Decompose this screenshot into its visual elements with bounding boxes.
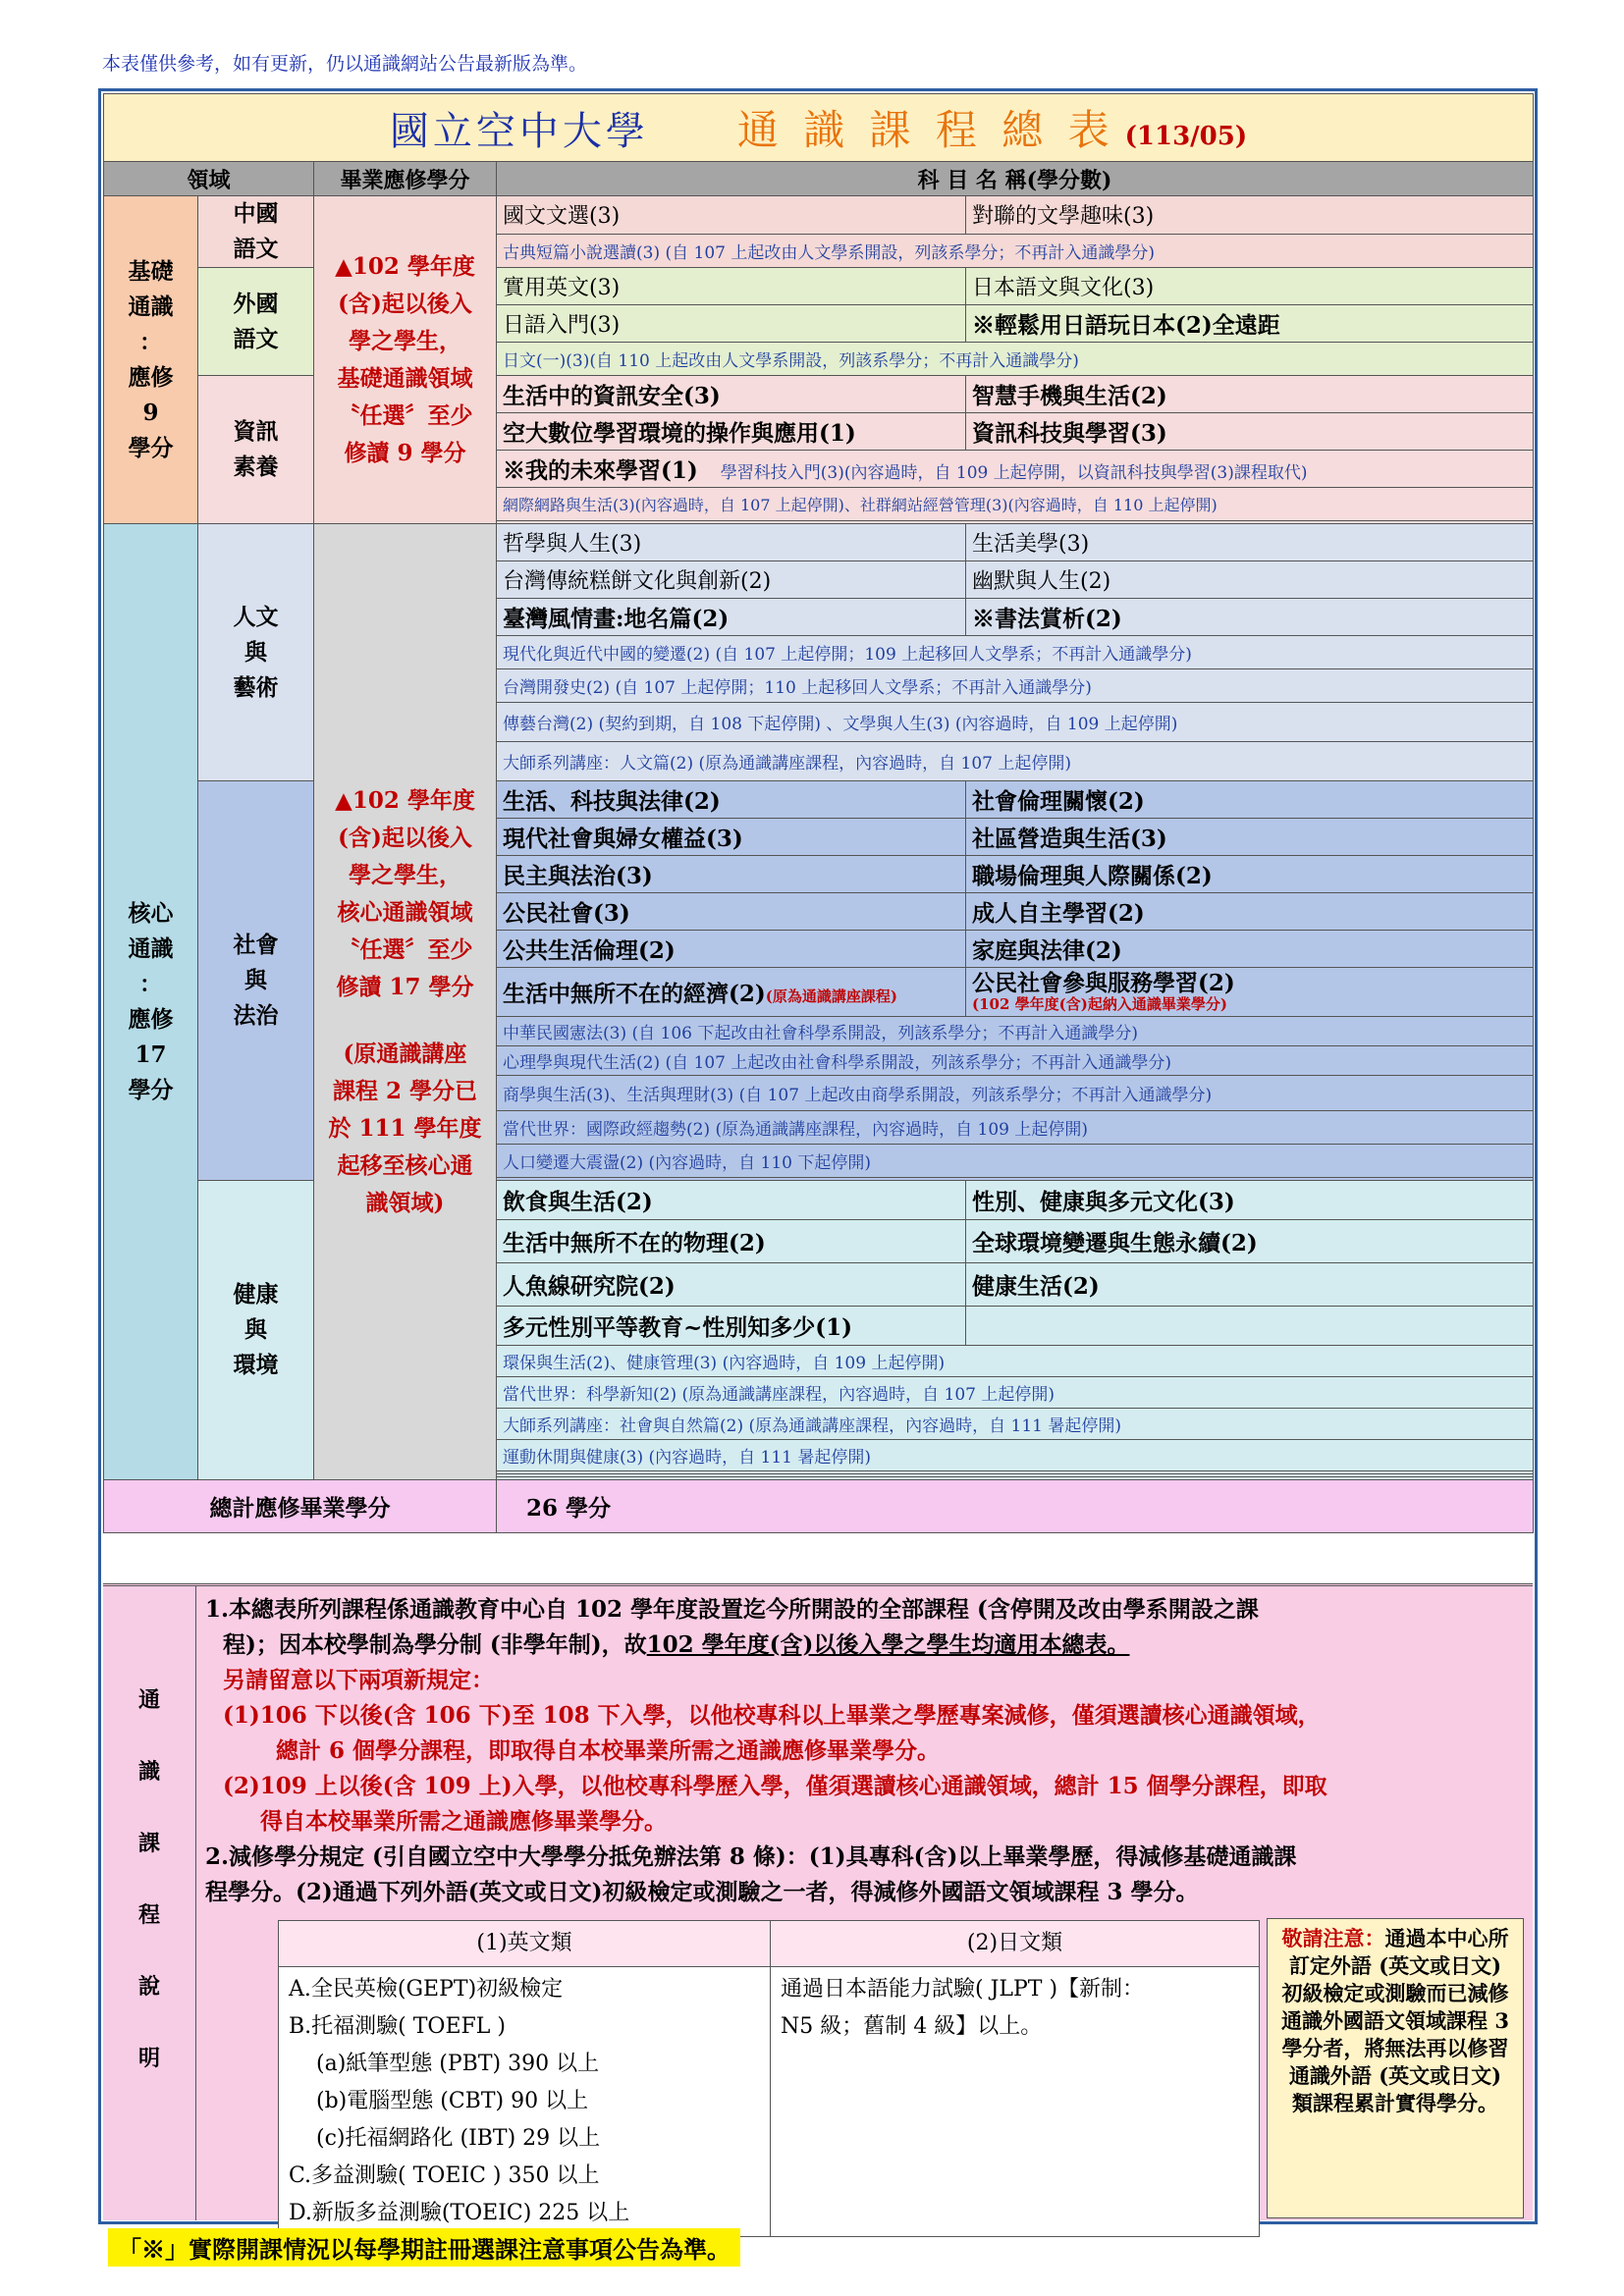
stopped-course: 中華民國憲法(3) (自 106 下起改由社會科學系開設，列該系學分；不再計入通識學分)	[497, 1017, 1534, 1046]
explanation-side-label: 通 識 課 程 說 明	[103, 1586, 196, 2220]
course-cell: 公民社會(3)	[497, 893, 966, 931]
core-domain-label: 核心 通識 ： 應修 17 學分	[104, 524, 198, 1480]
explanation-text: 1.本總表所列課程係通識教育中心自 102 學年度設置迄今所開設的全部課程 (含停開及改由學系開設之課 程)；因本校學制為學分制 (非學年制)，故102 學年度(含)以後入學之學生均適用本總表。 另請留意以下兩項新規定： (1)106 下以後(含 106 下)至 108 下入學，以他校專科以上畢業之學歷專案減修，僅須選讀核心通識領域， 總計 6 個學分課程，即取得自本校畢業所需之通識應修畢業學分。 (2)109 上以後(含 109 上)入學，以他校專科學歷入學，僅須選讀核心通識領域，總計 15 個學分課程，即取 得自本校畢業所需之通識應修畢業學分。 2.減修學分規定 (引自國立空中大學學分抵免辦法第 8 條)：(1)具專科(含)以上畢業學歷，得減修基礎通識課 程學分。(2)通過下列外語(英文或日文)初級檢定或測驗之一者，得減修外國語文領域課程 3 學分。	[205, 1596, 1327, 1905]
english-head: (1)英文類	[279, 1921, 771, 1967]
course-cell: 全球環境變遷與生態永續(2)	[966, 1220, 1534, 1263]
course-cell: 臺灣風情畫:地名篇(2)	[497, 599, 966, 636]
page-title	[104, 94, 1534, 162]
course-cell: 性別、健康與多元文化(3)	[966, 1181, 1534, 1220]
course-cell: 職場倫理與人際關係(2)	[966, 856, 1534, 893]
course-cell: 生活中無所不在的物理(2)	[497, 1220, 966, 1263]
course-cell: 飲食與生活(2)	[497, 1181, 966, 1220]
caution-box	[1267, 1918, 1524, 2218]
course-cell: 台灣傳統糕餅文化與創新(2)	[497, 561, 966, 599]
header-courses: 科 目 名 稱(學分數)	[497, 162, 1534, 196]
health-label: 健康 與 環境	[198, 1181, 314, 1480]
course-cell: 日本語文與文化(3)	[966, 268, 1534, 305]
course-cell: 生活、科技與法律(2)	[497, 781, 966, 819]
stopped-course: 人口變遷大震盪(2) (內容過時，自 110 下起停開)	[497, 1145, 1534, 1178]
course-cell: ※書法賞析(2)	[966, 599, 1534, 636]
top-note: 本表僅供參考，如有更新，仍以通識網站公告最新版為準。	[102, 53, 588, 75]
course-cell: 資訊科技與學習(3)	[966, 413, 1534, 451]
header-domain: 領域	[104, 162, 314, 196]
course-cell: 社區營造與生活(3)	[966, 819, 1534, 856]
course-cell: 智慧手機與生活(2)	[966, 376, 1534, 413]
table-version: (113/05)	[1124, 122, 1248, 151]
course-note: (102 學年度(含)起納入通識畢業學分)	[972, 994, 1227, 1013]
course-cell: 民主與法治(3)	[497, 856, 966, 893]
course-cell: ※輕鬆用日語玩日本(2)全遠距	[966, 305, 1534, 343]
course-cell: 成人自主學習(2)	[966, 893, 1534, 931]
course-cell: 健康生活(2)	[966, 1263, 1534, 1307]
course-cell: 日語入門(3)	[497, 305, 966, 343]
course-cell: 現代社會與婦女權益(3)	[497, 819, 966, 856]
explanation-section	[103, 1583, 1533, 2225]
stopped-course: 網際網路與生活(3)(內容過時，自 107 上起停開)、社群網站經營管理(3)(內容過時，自 110 上起停開)	[497, 488, 1534, 521]
table-header	[104, 162, 1534, 196]
stopped-course: 台灣開發史(2) (自 107 上起停開；110 上起移回人文學系；不再計入通識學分)	[497, 669, 1534, 703]
stopped-course: 傳藝台灣(2) (契約到期，自 108 下起停開) 、文學與人生(3) (內容過時，自 109 上起停開)	[497, 703, 1534, 742]
course-table	[103, 93, 1534, 1533]
course-cell: 哲學與人生(3)	[497, 524, 966, 561]
course-my-future: ※我的未來學習(1)	[503, 457, 698, 484]
course-table-frame	[98, 88, 1538, 2224]
footer-note: 「※」實際開課情況以每學期註冊選課注意事項公告為準。	[108, 2228, 740, 2267]
course-cell	[497, 968, 966, 1017]
basic-requirement: ▲102 學年度 (含)起以後入 學之學生， 基礎通識領域 〝任選〞至少 修讀 9 學分	[314, 196, 497, 524]
stopped-course: 商學與生活(3)、生活與理財(3) (自 107 上起改由商學系開設，列該系學分；不再計入通識學分)	[497, 1076, 1534, 1111]
japanese-head: (2)日文類	[771, 1921, 1260, 1967]
stopped-course: 日文(一)(3)(自 110 上起改由人文學系開設，列該系學分；不再計入通識學分)	[497, 343, 1534, 376]
society-label: 社會 與 法治	[198, 781, 314, 1181]
course-cell: 空大數位學習環境的操作與應用(1)	[497, 413, 966, 451]
chinese-label: 中國 語文	[198, 196, 314, 268]
info-label: 資訊 素養	[198, 376, 314, 524]
stopped-course: 現代化與近代中國的變遷(2) (自 107 上起停開；109 上起移回人文學系；不再計入通識學分)	[497, 636, 1534, 669]
header-credits: 畢業應修學分	[314, 162, 497, 196]
course-economy: 生活中無所不在的經濟(2)	[503, 981, 766, 1007]
course-cell: 對聯的文學趣味(3)	[966, 196, 1534, 235]
course-cell: 人魚線研究院(2)	[497, 1263, 966, 1307]
course-cell: 幽默與人生(2)	[966, 561, 1534, 599]
stopped-course: 當代世界：科學新知(2) (原為通識講座課程，內容過時，自 107 上起停開)	[497, 1377, 1534, 1409]
stopped-course: 大師系列講座：人文篇(2) (原為通識講座課程，內容過時，自 107 上起停開)	[497, 742, 1534, 781]
foreign-label: 外國 語文	[198, 268, 314, 376]
basic-domain-label: 基礎 通識 ： 應修 9 學分	[104, 196, 198, 524]
stopped-course: 大師系列講座：社會與自然篇(2) (原為通識講座課程，內容過時，自 111 暑起停開)	[497, 1409, 1534, 1440]
stopped-course: 運動休閒與健康(3) (內容過時，自 111 暑起停開)	[497, 1440, 1534, 1471]
stopped-course: 心理學與現代生活(2) (自 107 上起改由社會科學系開設，列該系學分；不再計入通識學分)	[497, 1046, 1534, 1076]
japanese-list: 通過日本語能力試驗( JLPT )【新制： N5 級；舊制 4 級】以上。	[771, 1967, 1260, 2237]
core-requirement: ▲102 學年度 (含)起以後入 學之學生， 核心通識領域 〝任選〞至少 修讀 17 學分 (原通識講座 課程 2 學分已 於 111 學年度 起移至核心通 識領域)	[314, 524, 497, 1480]
stopped-course: 環保與生活(2)、健康管理(3) (內容過時，自 109 上起停開)	[497, 1346, 1534, 1377]
caution-text: 通過本中心所訂定外語 (英文或日文) 初級檢定或測驗而已減修通識外國語文領域課程 3 學分者，將無法再以修習通識外語 (英文或日文) 類課程累計實得學分。	[1281, 1926, 1509, 2115]
course-service-learning: 公民社會參與服務學習(2)	[972, 969, 1235, 996]
course-cell	[966, 1307, 1534, 1346]
humanities-label: 人文 與 藝術	[198, 524, 314, 781]
course-cell: 生活中的資訊安全(3)	[497, 376, 966, 413]
caution-title: 敬請注意：	[1281, 1926, 1385, 1950]
course-cell: 家庭與法律(2)	[966, 931, 1534, 968]
course-cell	[497, 451, 1534, 488]
course-cell: 多元性別平等教育~性別知多少(1)	[497, 1307, 966, 1346]
course-cell: 公共生活倫理(2)	[497, 931, 966, 968]
table-name: 通 識 課 程 總 表	[736, 106, 1115, 154]
course-cell: 實用英文(3)	[497, 268, 966, 305]
language-exam-table	[278, 1920, 1260, 2237]
stopped-course: 當代世界：國際政經趨勢(2) (原為通識講座課程，內容過時，自 109 上起停開)	[497, 1111, 1534, 1145]
course-cell: 生活美學(3)	[966, 524, 1534, 561]
course-cell: 社會倫理關懷(2)	[966, 781, 1534, 819]
course-note: (原為通識講座課程)	[765, 988, 897, 1005]
total-value: 26 學分	[497, 1480, 1534, 1533]
total-label: 總計應修畢業學分	[104, 1480, 497, 1533]
course-cell: 國文文選(3)	[497, 196, 966, 235]
stopped-course: 古典短篇小說選讀(3) (自 107 上起改由人文學系開設，列該系學分；不再計入通識學分)	[497, 234, 1534, 267]
school-name: 國立空中大學	[389, 109, 649, 154]
course-cell	[966, 968, 1534, 1017]
english-list: A.全民英檢(GEPT)初級檢定 B.托福測驗( TOEFL ) (a)紙筆型態 (PBT) 390 以上 (b)電腦型態 (CBT) 90 以上 (c)托福網路化 (IBT) 29 以上 C.多益測驗( TOEIC ) 350 以上 D.新版多益測驗(TOEIC) 225 以上	[279, 1967, 771, 2237]
stopped-course: 學習科技入門(3)(內容過時，自 109 上起停開，以資訊科技與學習(3)課程取代)	[720, 463, 1308, 483]
